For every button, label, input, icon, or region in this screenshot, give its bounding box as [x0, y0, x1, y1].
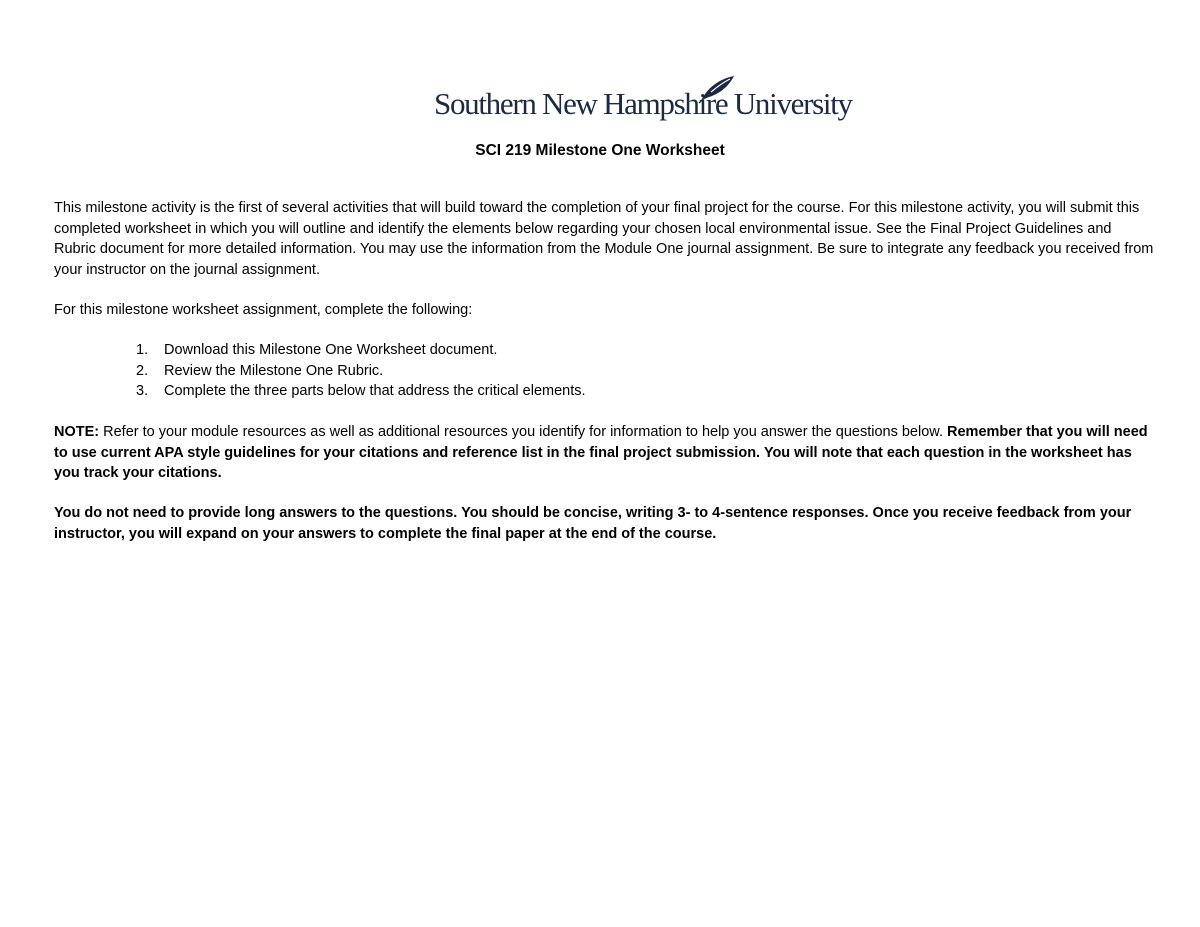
list-item [136, 340, 586, 361]
note-text: Refer to your module resources as well as additional resources you identify for information to help you answer the questions below. [99, 424, 948, 440]
university-logo [434, 74, 852, 126]
instructions-lead: For this milestone worksheet assignment, complete the following: [54, 302, 473, 318]
leaf-icon [697, 74, 737, 104]
university-logo-text: Southern New Hampshire University [434, 86, 852, 121]
note-bold-text: Remember that you will need to use current APA style guidelines for your citations and reference list in the final project submission. You will note that each question in the worksheet has you track your citations. [54, 424, 1148, 482]
intro-paragraph: This milestone activity is the first of several activities that will build toward the completion of your final project for the course. For this milestone activity, you will submit this completed worksheet in which you will outline and identify the elements below regarding your chosen local environmental issue. See the Final Project Guidelines and Rubric document for more detailed information. You may use the information from the Module One journal assignment. Be sure to integrate any feedback you received from your instructor on the journal assignment. [54, 200, 1154, 278]
steps-list [136, 340, 586, 402]
page-title: SCI 219 Milestone One Worksheet [475, 142, 725, 159]
list-item-number: 3. [136, 383, 149, 400]
note-label: NOTE: [54, 424, 100, 440]
list-item [136, 381, 586, 402]
list-item-number: 2. [136, 362, 149, 379]
list-item-text: Complete the three parts below that address the critical elements. [164, 383, 586, 400]
list-item-text: Review the Milestone One Rubric. [164, 362, 384, 379]
list-item-number: 1. [136, 342, 149, 358]
note-paragraph [54, 422, 1154, 484]
closing-paragraph: You do not need to provide long answers to the questions. You should be concise, writing 3- to 4-sentence responses. Once you receive feedback from your instructor, you will expand on your answers to complete the final paper at the end of the course. [54, 505, 1132, 542]
list-item-text: Download this Milestone One Worksheet document. [164, 342, 498, 358]
list-item [136, 361, 586, 382]
